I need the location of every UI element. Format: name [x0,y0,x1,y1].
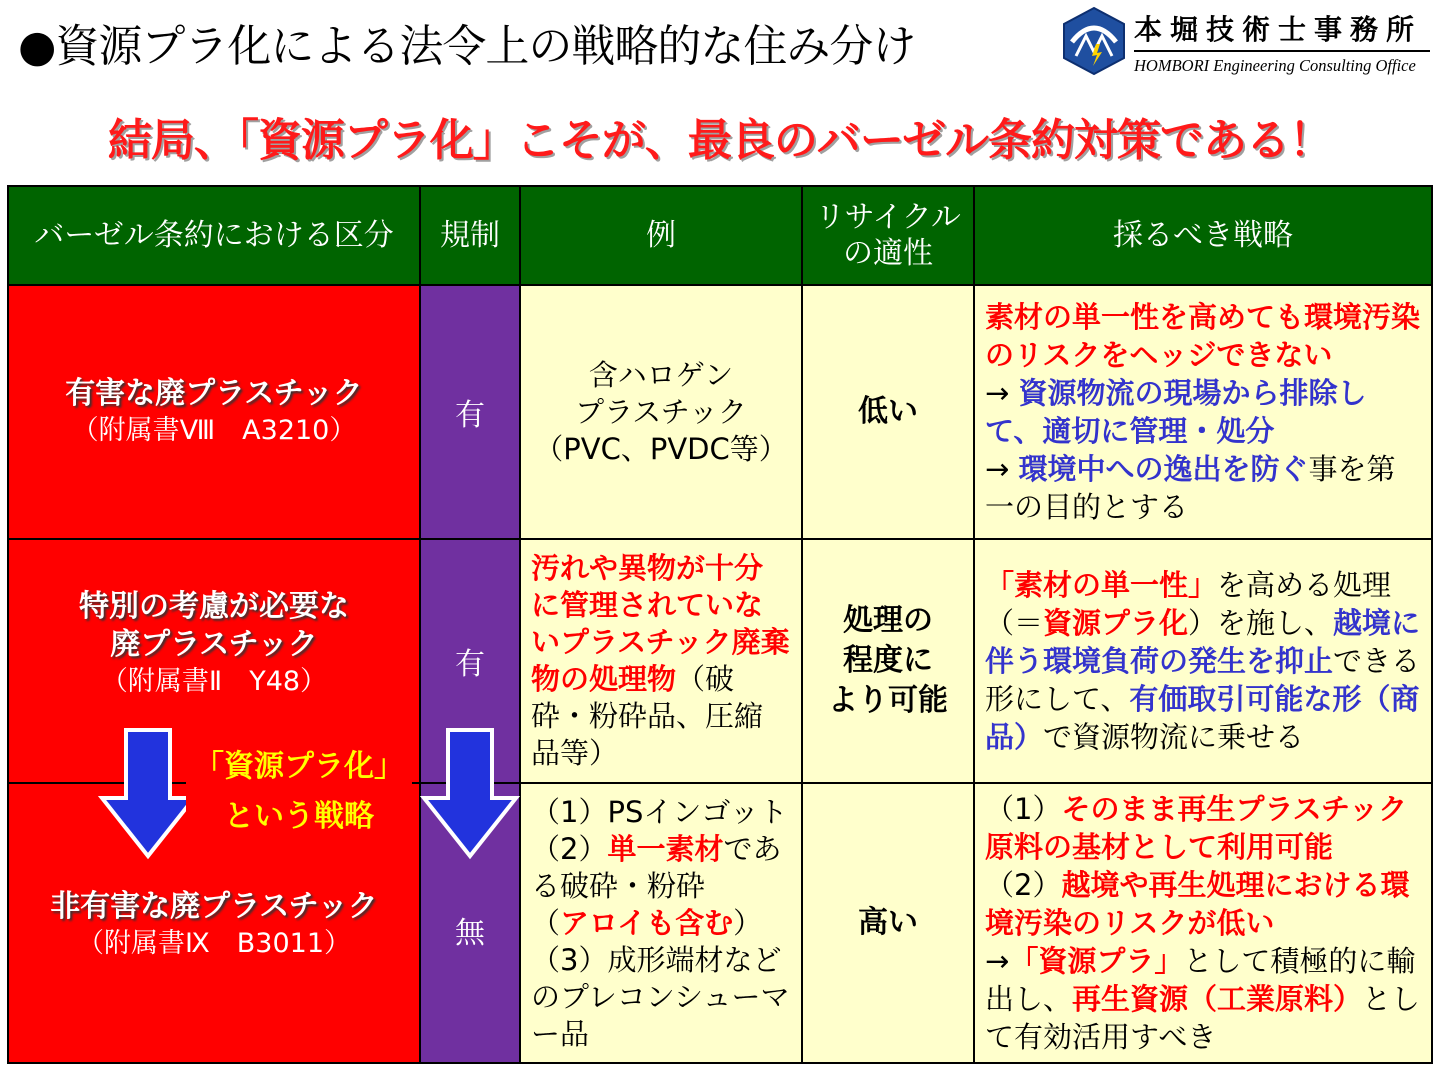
strategy-blue-text: 環境中への逸出を防ぐ [1018,452,1309,486]
strategy-plain-text: として有効活用すべき [985,982,1421,1054]
example-plain-text: （破砕・粉砕品、圧縮品等） [531,662,764,770]
strategy-callout [186,742,412,842]
recyclability-cell [802,539,974,783]
page-title: ●資源プラ化による法令上の戦略的な住み分け [18,21,916,72]
example-line: （PVC、PVDC等） [534,431,788,466]
table-row [8,285,1432,539]
strategy-table [7,185,1433,1064]
strategy-blue-text: 資源物流の現場から排除して、適切に管理・処分 [985,376,1367,448]
example-plain-text: （2） [531,831,608,866]
logo-mark-icon [1062,6,1126,76]
recyclability-line1: 処理の [843,603,933,638]
arrow-text: → [985,452,1019,486]
category-name: 有害な廃プラスチック [65,376,363,411]
header-recyclability [802,186,974,285]
strategy-plain-text: で資源物流に乗せる [1043,720,1305,754]
subtitle-headline: 結局、「資源プラ化」こそが、最良のバーゼル条約対策である！ [107,115,1333,166]
category-name-line2: 廃プラスチック [110,627,318,662]
example-line: （3）成形端材などのプレコンシューマー品 [531,942,790,1051]
category-name-line1: 特別の考慮が必要な [79,589,349,624]
strategy-plain-text: → [985,944,1010,978]
example-cell [520,285,802,539]
recyclability-line3: より可能 [828,683,948,718]
logo-japanese-name: 本堀技術士事務所 [1134,13,1423,46]
category-name: 非有害な廃プラスチック [50,889,378,924]
regulation-cell: 有 [420,539,520,783]
strategy-blue-text: 有価取引可能な形（商品） [985,682,1420,754]
recyclability-line2: 程度に [843,643,933,678]
header-regulation: 規制 [420,186,520,285]
logo-divider [1134,50,1430,52]
header-category: バーゼル条約における区分 [8,186,420,285]
strategy-cell [974,285,1432,539]
logo-english-name: HOMBORI Engineering Consulting Office [1134,56,1416,75]
strategy-red-text: 素材の単一性を高めても環境汚染のリスクをヘッジできない [985,300,1421,372]
strategy-plain-text: 事を第一の目的とする [985,452,1396,524]
down-arrow-icon [420,728,520,860]
strategy-plain-text: できる形にして、 [985,644,1421,716]
strategy-plain-text: を高める処理（＝ [985,568,1392,640]
header-example: 例 [520,186,802,285]
strategy-plain-text: （1） [985,792,1062,826]
callout-line1: 「資源プラ化」 [194,749,404,784]
strategy-red-text: 「素材の単一性」 [985,568,1218,602]
strategy-cell [974,539,1432,783]
example-plain-text: である破砕・粉砕 [531,831,782,903]
example-plain-text: ） [733,905,763,940]
example-red-text: アロイも含む [560,905,734,940]
company-logo [1062,6,1432,80]
strategy-red-text: 資源プラ化 [1043,606,1189,640]
example-red-text: 単一素材 [607,831,724,866]
strategy-red-text: 再生資源（工業原料） [1072,982,1363,1016]
strategy-red-text: 越境や再生処理における環境汚染のリスクが低い [985,868,1410,940]
example-cell [520,783,802,1063]
header-strategy: 採るべき戦略 [974,186,1432,285]
strategy-cell [974,783,1432,1063]
header-recyclability-line1: リサイクル [815,199,961,235]
header-recyclability-line2: の適性 [843,235,933,271]
category-annex: （附属書Ⅷ A3210） [71,415,357,446]
example-line: 含ハロゲン [588,357,734,392]
example-cell [520,539,802,783]
regulation-cell: 無 [420,783,520,1063]
strategy-plain-text: （2） [985,868,1062,902]
category-annex: （附属書Ⅱ Y48） [100,666,328,697]
table-header-row [8,186,1432,285]
strategy-plain-text: ）を施し、 [1188,606,1334,640]
callout-line2: という戦略 [224,799,374,834]
example-line: （1）PSインゴット [531,794,788,829]
strategy-plain-text: として積極的に輸出し、 [985,944,1416,1016]
strategy-blue-text: 越境に伴う環境負荷の発生を抑止 [985,606,1421,678]
example-plain-text: （ [531,905,561,940]
recyclability-cell: 高い [802,783,974,1063]
example-line: プラスチック [575,394,747,429]
category-annex: （附属書Ⅸ B3011） [76,928,351,959]
arrow-text: → [985,376,1019,410]
strategy-red-text: そのまま再生プラスチック原料の基材として利用可能 [985,792,1408,864]
strategy-red-text: 「資源プラ」 [1009,944,1184,978]
recyclability-cell: 低い [802,285,974,539]
down-arrow-icon [98,728,198,860]
category-cell [8,285,420,539]
regulation-cell: 有 [420,285,520,539]
example-red-text: 汚れや異物が十分に管理されていないプラスチック廃棄物の処理物 [531,551,790,696]
